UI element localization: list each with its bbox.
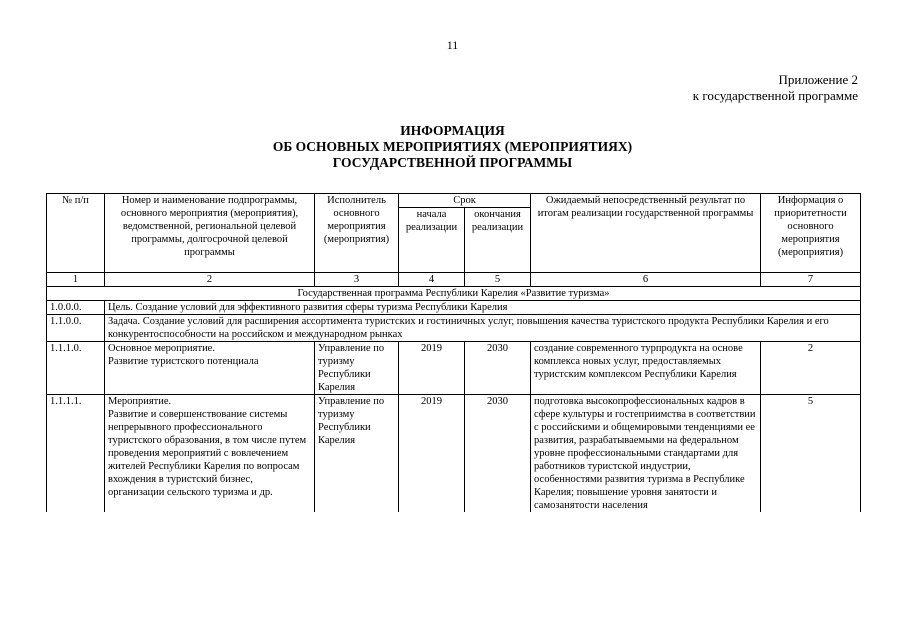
row-name-type: Основное мероприятие. (108, 343, 215, 354)
row-name (105, 395, 315, 513)
appendix-line-2: к государственной программе (692, 88, 858, 103)
document-title (0, 123, 905, 171)
column-number: 1 (47, 273, 105, 287)
column-number-row (47, 273, 861, 287)
goal-text: Цель. Создание условий для эффективного развития сферы туризма Республики Карелия (105, 301, 861, 315)
header-num: № п/п (47, 194, 105, 273)
row-end: 2030 (465, 395, 531, 513)
header-end: окончания реализации (465, 208, 531, 273)
measures-table (46, 193, 861, 512)
table-header-row (47, 194, 861, 208)
column-number: 2 (105, 273, 315, 287)
table-row (47, 342, 861, 395)
row-num: 1.1.1.0. (47, 342, 105, 395)
row-end: 2030 (465, 342, 531, 395)
row-executor: Управление по туризму Республики Карелия (315, 395, 399, 513)
table-row (47, 395, 861, 513)
header-executor: Исполнитель основного мероприятия (мероприятия) (315, 194, 399, 273)
goal-row (47, 301, 861, 315)
row-result: создание современного турпродукта на основе комплекса новых услуг, предоставляемых туристским комплексом Республики Карелия (531, 342, 761, 395)
row-start: 2019 (399, 395, 465, 513)
row-priority: 2 (761, 342, 861, 395)
column-number: 5 (465, 273, 531, 287)
header-term: Срок (399, 194, 531, 208)
column-number: 6 (531, 273, 761, 287)
program-row (47, 287, 861, 301)
row-name-text: Развитие туристского потенциала (108, 356, 259, 367)
column-number: 7 (761, 273, 861, 287)
page-number: 11 (446, 38, 459, 52)
column-number: 3 (315, 273, 399, 287)
row-num: 1.1.1.1. (47, 395, 105, 513)
title-line-1: ИНФОРМАЦИЯ (400, 123, 505, 138)
row-start: 2019 (399, 342, 465, 395)
row-executor: Управление по туризму Республики Карелия (315, 342, 399, 395)
goal-num: 1.0.0.0. (47, 301, 105, 315)
title-line-2: ОБ ОСНОВНЫХ МЕРОПРИЯТИЯХ (МЕРОПРИЯТИЯХ) (272, 139, 633, 154)
header-priority: Информация о приоритетности основного мероприятия (мероприятия) (761, 194, 861, 273)
appendix-line-1: Приложение 2 (778, 72, 858, 87)
row-result: подготовка высокопрофессиональных кадров в сфере культуры и гостеприимства в соответствии с российскими и общемировыми тенденциями ее развития, разрабатываемыми на федеральном уровне профессиональными стандартами для работников туристской индустрии, особенностями развития туризма в Республике Карелия; повышение уровня занятости и самозанятости населения (531, 395, 761, 513)
task-text: Задача. Создание условий для расширения ассортимента туристских и гостиничных услуг, повышения качества туристского продукта Республики Карелия и его конкурентоспособности на российском и международном рынках (105, 315, 861, 342)
row-name-type: Мероприятие. (108, 396, 172, 407)
task-row (47, 315, 861, 342)
task-num: 1.1.0.0. (47, 315, 105, 342)
header-name: Номер и наименование подпрограммы, основного мероприятия (мероприятия), ведомственной, региональной целевой программы, долгосрочной целевой программы (105, 194, 315, 273)
column-number: 4 (399, 273, 465, 287)
program-name: Государственная программа Республики Карелия «Развитие туризма» (47, 287, 861, 301)
appendix-note (693, 72, 858, 104)
row-name-text: Развитие и совершенствование системы непрерывного профессионального туристского образования, в том числе путем проведения мероприятий с вовлечением жителей Республики Карелия по вопросам вхождения в туристский бизнес, организации сельского туризма и др. (108, 409, 307, 498)
row-priority: 5 (761, 395, 861, 513)
row-name (105, 342, 315, 395)
header-start: начала реализации (399, 208, 465, 273)
title-line-3: ГОСУДАРСТВЕННОЙ ПРОГРАММЫ (332, 155, 573, 170)
header-result: Ожидаемый непосредственный результат по итогам реализации государственной программы (531, 194, 761, 273)
